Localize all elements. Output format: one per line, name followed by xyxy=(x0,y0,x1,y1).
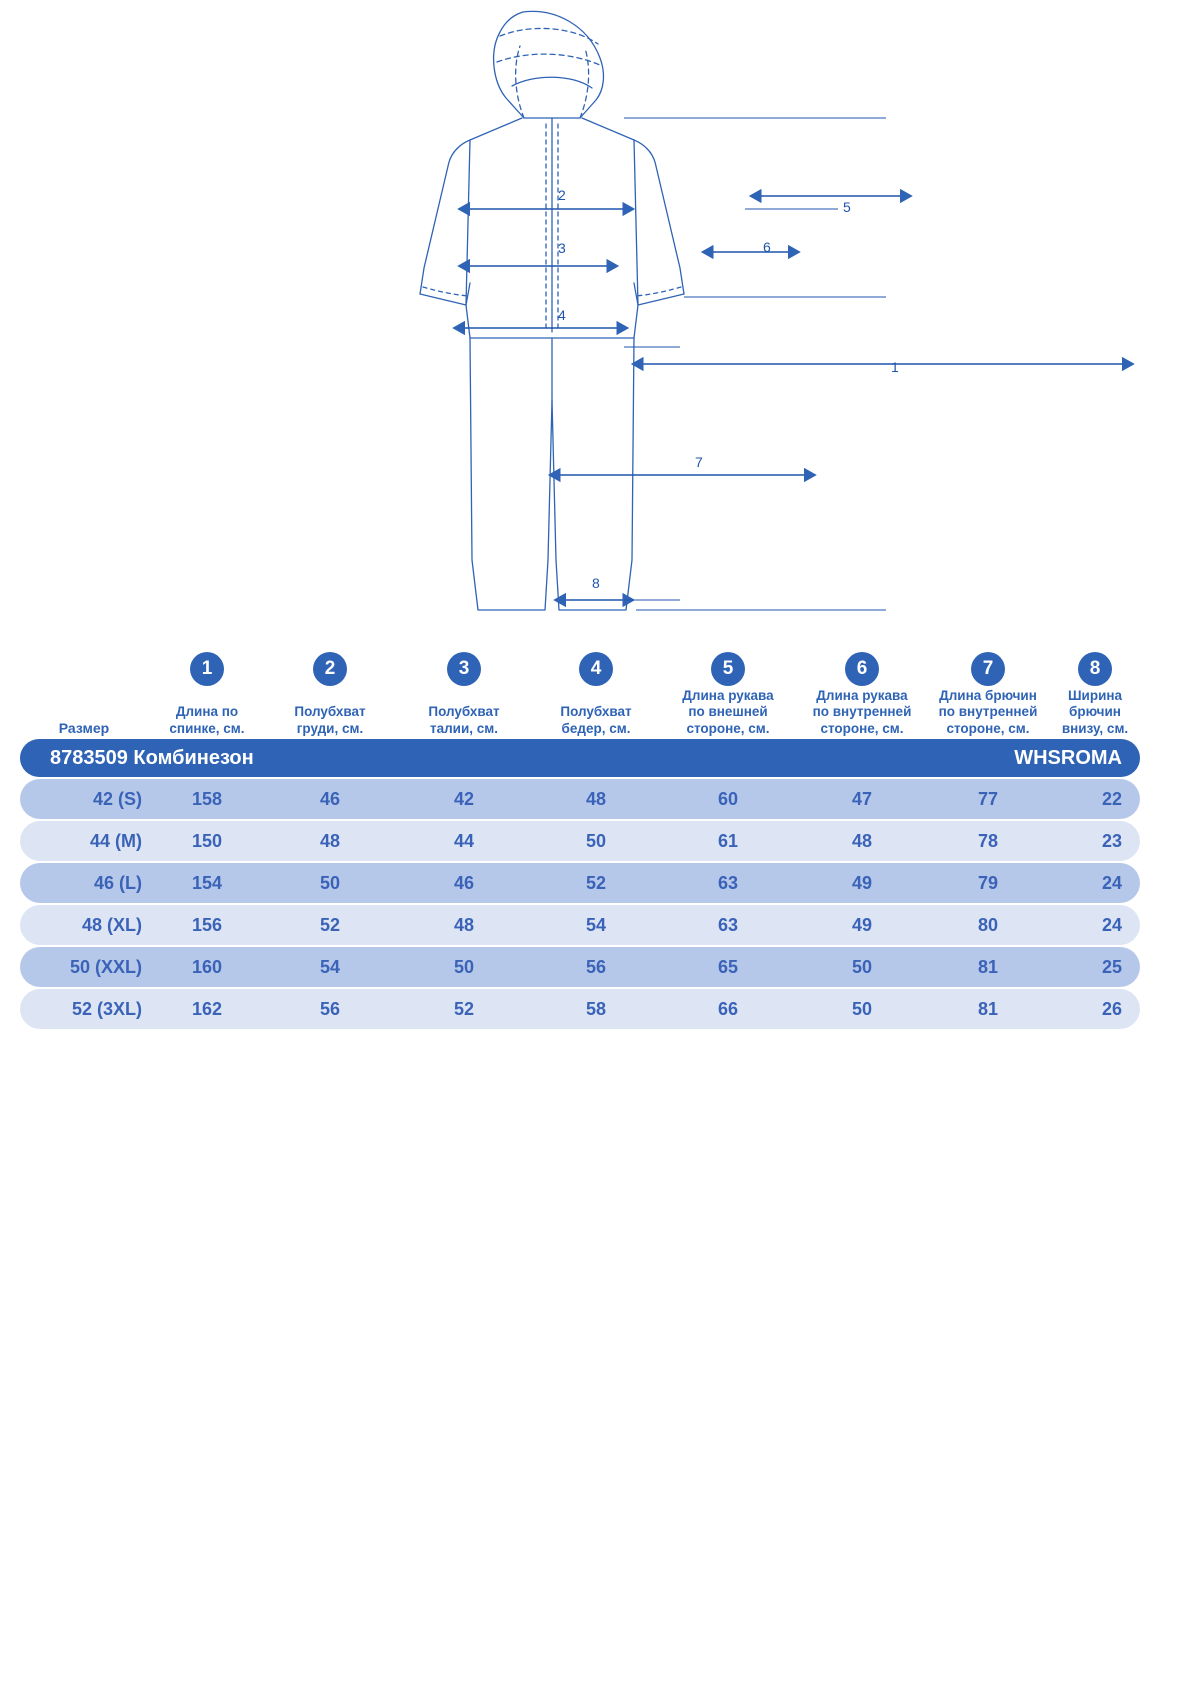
brand-name: WHSROMA xyxy=(658,739,1140,777)
cell-back-length: 158 xyxy=(148,779,266,819)
number-cell-5 xyxy=(658,652,798,686)
cell-waist: 48 xyxy=(394,905,534,945)
table-row xyxy=(20,989,1140,1029)
header-back-length-l1: Длина по xyxy=(175,704,239,720)
header-leg-width-l3: внизу, см. xyxy=(1061,720,1129,736)
cell-waist: 42 xyxy=(394,779,534,819)
cell-sleeve-outer: 61 xyxy=(658,821,798,861)
table-row xyxy=(20,821,1140,861)
cell-hips: 56 xyxy=(534,947,658,987)
garment-measurement-diagram xyxy=(0,0,1199,650)
header-chest-l1: Полубхват xyxy=(294,704,366,720)
cell-leg-width: 24 xyxy=(1050,863,1140,903)
product-banner-row xyxy=(20,739,1140,777)
table-row xyxy=(20,947,1140,987)
cell-back-length: 162 xyxy=(148,989,266,1029)
cell-waist: 46 xyxy=(394,863,534,903)
cell-sleeve-inner: 49 xyxy=(798,905,926,945)
header-size: Размер xyxy=(58,720,110,737)
cell-chest: 50 xyxy=(266,863,394,903)
header-waist-l1: Полубхват xyxy=(428,704,500,720)
cell-chest: 56 xyxy=(266,989,394,1029)
cell-size: 52 (3XL) xyxy=(20,989,148,1029)
cell-waist: 52 xyxy=(394,989,534,1029)
cell-size: 42 (S) xyxy=(20,779,148,819)
header-hips xyxy=(534,688,658,737)
cell-hips: 54 xyxy=(534,905,658,945)
callout-5: 5 xyxy=(843,199,851,215)
number-cell-7 xyxy=(926,652,1050,686)
header-chest-l2: груди, см. xyxy=(296,720,364,736)
cell-hips: 58 xyxy=(534,989,658,1029)
header-sleeve-outer-l1: Длина рукава xyxy=(682,688,774,703)
header-chest xyxy=(266,688,394,737)
callout-1: 1 xyxy=(891,359,899,375)
cell-hips: 50 xyxy=(534,821,658,861)
cell-chest: 46 xyxy=(266,779,394,819)
cell-inseam: 81 xyxy=(926,947,1050,987)
circle-badge-4: 4 xyxy=(579,652,613,686)
header-hips-l1: Полубхват xyxy=(560,704,632,720)
header-inseam-l2: по внутренней xyxy=(938,704,1038,720)
cell-sleeve-inner: 49 xyxy=(798,863,926,903)
table-number-row xyxy=(20,652,1140,686)
cell-chest: 52 xyxy=(266,905,394,945)
cell-leg-width: 22 xyxy=(1050,779,1140,819)
cell-inseam: 81 xyxy=(926,989,1050,1029)
cell-leg-width: 25 xyxy=(1050,947,1140,987)
product-name: 8783509 Комбинезон xyxy=(20,739,658,777)
cell-sleeve-outer: 60 xyxy=(658,779,798,819)
header-hips-l2: бедер, см. xyxy=(561,720,631,736)
cell-size: 50 (XXL) xyxy=(20,947,148,987)
cell-back-length: 156 xyxy=(148,905,266,945)
header-sleeve-outer-l3: стороне, см. xyxy=(686,720,770,736)
header-sleeve-inner-l2: по внутренней xyxy=(812,704,912,720)
cell-back-length: 160 xyxy=(148,947,266,987)
cell-sleeve-outer: 63 xyxy=(658,905,798,945)
cell-sleeve-outer: 65 xyxy=(658,947,798,987)
header-leg-width-l2: брючин xyxy=(1069,704,1121,720)
header-back-length-l2: спинке, см. xyxy=(169,720,245,736)
cell-size: 46 (L) xyxy=(20,863,148,903)
circle-badge-2: 2 xyxy=(313,652,347,686)
circle-badge-5: 5 xyxy=(711,652,745,686)
header-sleeve-inner-l3: стороне, см. xyxy=(820,720,904,736)
header-inseam-l1: Длина брючин xyxy=(939,688,1037,703)
header-sleeve-outer-l2: по внешней xyxy=(688,704,768,720)
cell-hips: 52 xyxy=(534,863,658,903)
callout-8: 8 xyxy=(592,575,600,591)
cell-inseam: 78 xyxy=(926,821,1050,861)
cell-inseam: 79 xyxy=(926,863,1050,903)
header-leg-width xyxy=(1050,688,1140,737)
number-cell-3 xyxy=(394,652,534,686)
cell-sleeve-outer: 66 xyxy=(658,989,798,1029)
header-waist-l2: талии, см. xyxy=(429,720,499,736)
cell-back-length: 154 xyxy=(148,863,266,903)
size-table-area xyxy=(0,650,1199,1031)
number-cell-6 xyxy=(798,652,926,686)
header-sleeve-inner xyxy=(798,688,926,737)
table-row xyxy=(20,863,1140,903)
circle-badge-8: 8 xyxy=(1078,652,1112,686)
cell-waist: 50 xyxy=(394,947,534,987)
cell-sleeve-inner: 50 xyxy=(798,947,926,987)
cell-sleeve-inner: 50 xyxy=(798,989,926,1029)
callout-2: 2 xyxy=(558,187,566,203)
table-row xyxy=(20,779,1140,819)
cell-sleeve-outer: 63 xyxy=(658,863,798,903)
circle-badge-7: 7 xyxy=(971,652,1005,686)
cell-leg-width: 23 xyxy=(1050,821,1140,861)
cell-chest: 48 xyxy=(266,821,394,861)
cell-hips: 48 xyxy=(534,779,658,819)
header-inseam-l3: стороне, см. xyxy=(946,720,1030,736)
size-table xyxy=(20,650,1140,1031)
cell-chest: 54 xyxy=(266,947,394,987)
circle-badge-3: 3 xyxy=(447,652,481,686)
cell-waist: 44 xyxy=(394,821,534,861)
number-cell-2 xyxy=(266,652,394,686)
header-sleeve-inner-l1: Длина рукава xyxy=(816,688,908,703)
cell-back-length: 150 xyxy=(148,821,266,861)
callout-6: 6 xyxy=(763,239,771,255)
table-row xyxy=(20,905,1140,945)
circle-badge-1: 1 xyxy=(190,652,224,686)
callout-4: 4 xyxy=(558,307,566,323)
cell-leg-width: 24 xyxy=(1050,905,1140,945)
number-cell-1 xyxy=(148,652,266,686)
number-cell-4 xyxy=(534,652,658,686)
cell-inseam: 80 xyxy=(926,905,1050,945)
cell-leg-width: 26 xyxy=(1050,989,1140,1029)
circle-badge-6: 6 xyxy=(845,652,879,686)
cell-inseam: 77 xyxy=(926,779,1050,819)
header-waist xyxy=(394,688,534,737)
header-back-length xyxy=(148,688,266,737)
number-cell-empty xyxy=(20,652,148,686)
cell-size: 48 (XL) xyxy=(20,905,148,945)
callout-7: 7 xyxy=(695,454,703,470)
number-cell-8 xyxy=(1050,652,1140,686)
header-leg-width-l1: Ширина xyxy=(1067,688,1123,703)
cell-size: 44 (M) xyxy=(20,821,148,861)
header-inseam xyxy=(926,688,1050,737)
callout-3: 3 xyxy=(558,240,566,256)
cell-sleeve-inner: 47 xyxy=(798,779,926,819)
table-header-row xyxy=(20,688,1140,737)
cell-sleeve-inner: 48 xyxy=(798,821,926,861)
header-sleeve-outer xyxy=(658,688,798,737)
